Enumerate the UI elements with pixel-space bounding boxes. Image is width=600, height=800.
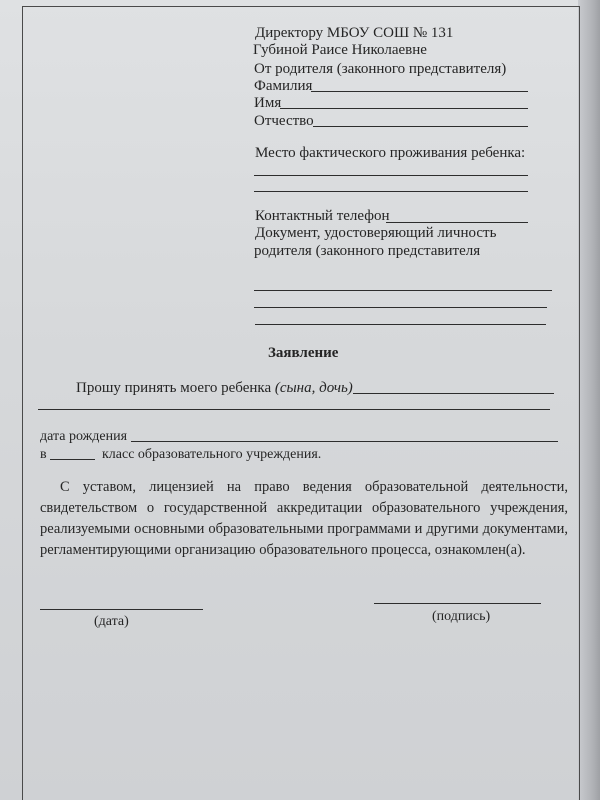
date-signature-line [40,609,203,610]
acknowledgement-paragraph: С уставом, лицензией на право ведения образовательной деятельности, свидетельством о государственной аккредитации образовательного учреждения, реализуемыми основными образовательными программами и другими документами, регламентирующими организацию образовательного процесса, ознакомлен(а). [40,479,568,558]
residence-field-line-1 [254,175,528,176]
class-prefix: в [40,447,47,462]
signature-line [374,603,541,604]
surname-label: Фамилия [254,78,313,94]
phone-label: Контактный телефон [255,208,390,224]
residence-label: Место фактического проживания ребенка: [255,145,526,161]
birth-date-field-line [131,441,558,442]
class-number-field-line [50,459,95,460]
request-main-text: Прошу принять моего ребенка [76,380,272,396]
request-text [76,379,353,397]
request-child-hint: (сына, дочь) [274,380,353,396]
patronymic-label: Отчество [254,113,314,129]
phone-field-line [386,222,528,223]
patronymic-field-line [313,126,528,127]
document-title: Заявление [268,345,339,361]
addressee-line: Директору МБОУ СОШ № 131 [255,25,454,41]
name-label: Имя [254,95,282,111]
surname-field-line [311,91,528,92]
paper-edge [578,0,600,800]
name-field-line [280,108,528,109]
birth-date-label: дата рождения [40,429,128,444]
child-name-field-line [353,393,554,394]
id-document-label-line1: Документ, удостоверяющий личность [255,225,497,241]
id-document-field-line-1 [254,290,552,291]
id-document-field-line-3 [255,324,546,325]
addressee-name: Губиной Раисе Николаевне [253,42,427,58]
from-parent-label: От родителя (законного представителя) [254,61,507,77]
child-name-field-line-2 [38,409,550,410]
residence-field-line-2 [254,191,528,192]
signature-caption: (подпись) [432,609,491,624]
class-suffix: класс образовательного учреждения. [102,447,322,462]
id-document-field-line-2 [254,307,547,308]
id-document-label-line2: родителя (законного представителя [254,243,481,259]
date-caption: (дата) [94,614,129,629]
